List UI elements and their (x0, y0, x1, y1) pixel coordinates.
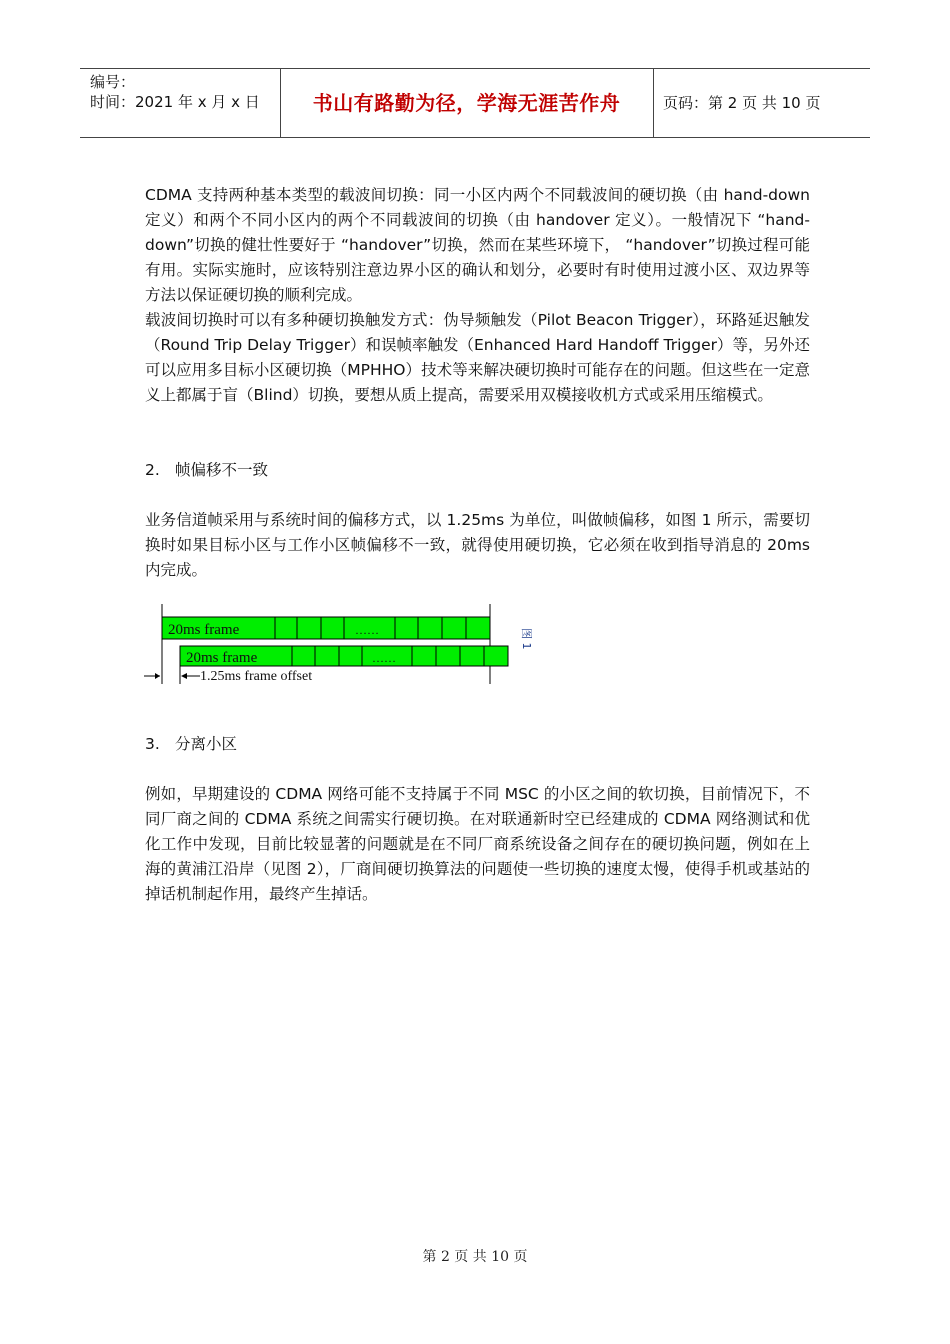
paragraph-separated-cells: 例如，早期建设的 CDMA 网络可能不支持属于不同 MSC 的小区之间的软切换，目前情况下，不同厂商之间的 CDMA 系统之间需实行硬切换。在对联通新时空已经建成的 CDMA 网络测试和优化工作中发现，目前比较显著的问题就是在不同厂商系统设备之间存在的硬切换问题，例如在上海的黄浦江沿岸（见图 2），厂商间硬切换算法的问题使一些切换的速度太慢，使得手机或基站的掉话机制起作用，最终产生掉话。 (145, 785, 810, 903)
offset-arrowhead-left (155, 673, 160, 679)
motto: 书山有路勤为径，学海无涯苦作舟 (312, 91, 621, 115)
heading-frame-offset (145, 458, 268, 483)
offset-arrowhead-right (181, 673, 187, 679)
heading-text: 帧偏移不一致 (175, 461, 269, 479)
frame-row-2-label: 20ms frame (186, 650, 258, 666)
header-motto-cell (280, 69, 654, 137)
frame-row-1-ellipsis: …… (355, 623, 379, 637)
header-page-cell (654, 69, 870, 137)
figure-caption: 图 1 (520, 628, 533, 650)
paragraph-carrier-handoff: CDMA 支持两种基本类型的载波间切换：同一小区内两个不同载波间的硬切换（由 hand-down 定义）和两个不同小区内的两个不同载波间的切换（由 handover 定义）。一般情况下 “hand-down”切换的健壮性要好于 “handover”切换，然而在某些环境下， “handover”切换过程可能有用。实际实施时，应该特别注意边界小区的确认和划分，必要时有时使用过渡小区、双边界等方法以保证硬切换的顺利完成。 (145, 186, 810, 304)
heading-text: 分离小区 (175, 735, 238, 753)
header-meta (80, 69, 281, 137)
frame-row-2-ellipsis: …… (372, 651, 396, 665)
paragraph-trigger-methods: 载波间切换时可以有多种硬切换触发方式：伪导频触发（Pilot Beacon Trigger），环路延迟触发（Round Trip Delay Trigger）和误帧率触发（Enhanced Hard Handoff Trigger）等，另外还可以应用多目标小区硬切换（MPHHO）技术等来解决硬切换时可能存在的问题。但这些在一定意义上都属于盲（Blind）切换，要想从质上提高，需要采用双模接收机方式或采用压缩模式。 (145, 311, 810, 404)
page-header (80, 68, 870, 138)
frame-offset-diagram (140, 600, 540, 690)
heading-number: 2. (145, 461, 160, 479)
frame-row-1-label: 20ms frame (168, 622, 240, 638)
time-label: 时间：2021 年 x 月 x 日 (90, 93, 260, 111)
offset-indicator (144, 666, 312, 684)
heading-separated-cells (145, 732, 237, 757)
frame-row-2 (180, 646, 508, 666)
offset-label: 1.25ms frame offset (200, 669, 313, 684)
page-footer: 第 2 页 共 10 页 (422, 1249, 528, 1265)
paragraph-frame-offset: 业务信道帧采用与系统时间的偏移方式，以 1.25ms 为单位，叫做帧偏移，如图 1 所示，需要切换时如果目标小区与工作小区帧偏移不一致，就得使用硬切换，它必须在收到指导消息的 20ms 内完成。 (145, 511, 810, 579)
page-info: 页码：第 2 页 共 10 页 (663, 94, 821, 112)
number-label: 编号： (90, 73, 136, 91)
heading-number: 3. (145, 735, 160, 753)
frame-row-1 (162, 617, 490, 639)
